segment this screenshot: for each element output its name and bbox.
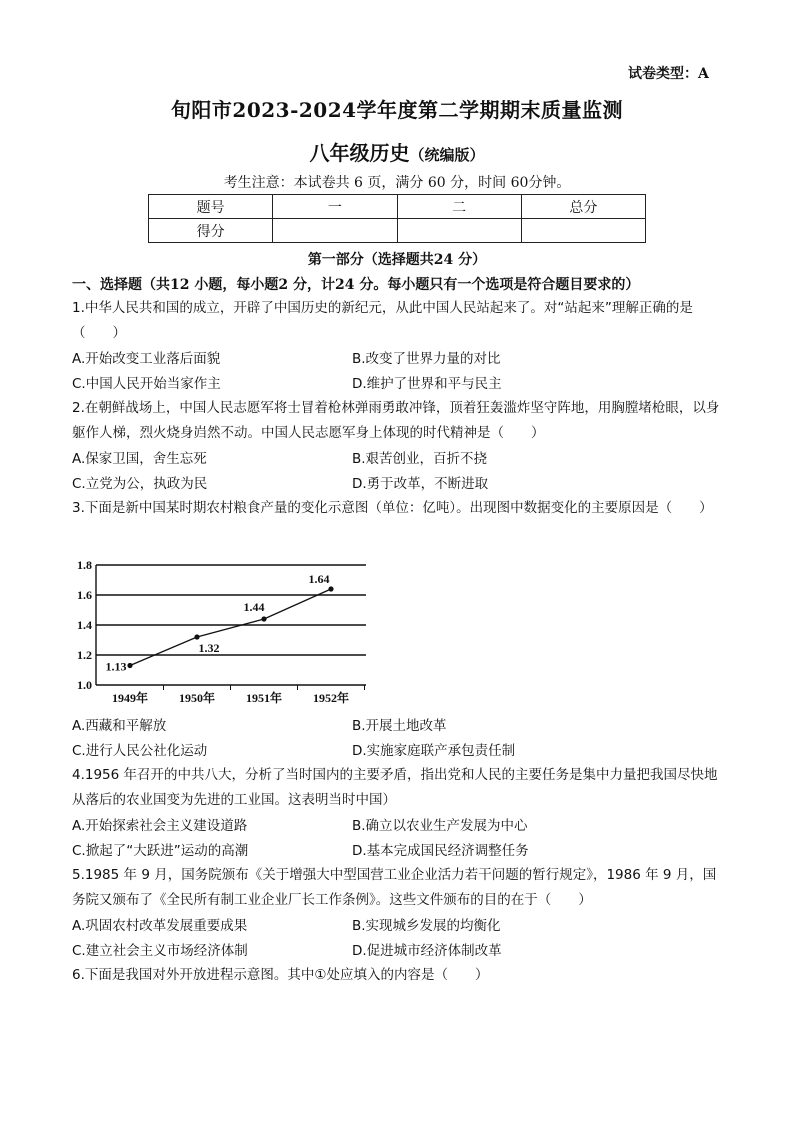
paper-type: 试卷类型：A <box>628 66 709 82</box>
question-1-stem: 1.中华人民共和国的成立，开辟了中国历史的新纪元，从此中国人民站起来了。对“站起来”理解正确的是（ ） <box>72 300 693 341</box>
question-4-option-d: D.基本完成国民经济调整任务 <box>352 843 529 859</box>
data-label: 1.32 <box>198 641 220 655</box>
question-3-option-c: C.进行人民公社化运动 <box>72 743 208 759</box>
score-cell <box>273 219 397 243</box>
question-5-option-c: C.建立社会主义市场经济体制 <box>72 943 248 959</box>
question-5-option-a: A.巩固农村改革发展重要成果 <box>72 918 248 934</box>
score-table-header: 二 <box>397 195 521 219</box>
data-point <box>261 616 266 621</box>
data-label: 1.64 <box>308 572 330 586</box>
data-label: 1.44 <box>243 600 265 614</box>
grain-output-chart <box>58 552 378 707</box>
chart-x-axis <box>112 685 365 705</box>
question-3-stem: 3.下面是新中国某时期农村粮食产量的变化示意图（单位：亿吨）。出现图中数据变化的主要原因是（ ） <box>72 500 713 516</box>
question-1-option-b: B.改变了世界力量的对比 <box>352 351 501 367</box>
x-tick-label: 1951年 <box>245 691 283 705</box>
chart-y-axis <box>77 558 92 692</box>
question-3-option-a: A.西藏和平解放 <box>72 718 167 734</box>
x-tick-label: 1952年 <box>312 691 350 705</box>
exam-notice: 考生注意：本试卷共 6 页，满分 60 分，时间 60分钟。 <box>223 175 571 191</box>
score-row-label: 得分 <box>149 219 273 243</box>
score-table-header: 题号 <box>149 195 273 219</box>
exam-title: 旬阳市2023-2024学年度第二学期期末质量监测 <box>170 98 624 122</box>
question-4-option-b: B.确立以农业生产发展为中心 <box>352 818 528 834</box>
question-2-option-c: C.立党为公，执政为民 <box>72 476 208 492</box>
question-1-option-d: D.维护了世界和平与民主 <box>352 376 502 392</box>
exam-subtitle <box>0 137 794 166</box>
data-point <box>127 663 132 668</box>
question-2-option-a: A.保家卫国，舍生忘死 <box>72 451 207 467</box>
data-label: 1.13 <box>105 659 127 674</box>
edition-label: （统编版） <box>409 146 485 164</box>
question-3-option-b: B.开展土地改革 <box>352 718 447 734</box>
x-tick-label: 1949年 <box>111 691 149 705</box>
score-cell <box>521 219 645 243</box>
score-cell <box>397 219 521 243</box>
data-point <box>194 634 199 639</box>
y-tick-label: 1.6 <box>77 588 92 602</box>
question-4-option-c: C.掀起了“大跃进”运动的高潮 <box>72 843 249 859</box>
question-5-option-b: B.实现城乡发展的均衡化 <box>352 918 501 934</box>
subject-title: 八年级历史 <box>309 141 410 165</box>
part-heading: 第一部分（选择题共24 分） <box>307 252 487 268</box>
y-tick-label: 1.0 <box>77 678 92 692</box>
question-3-option-d: D.实施家庭联产承包责任制 <box>352 743 516 759</box>
question-2-stem: 2.在朝鲜战场上，中国人民志愿军将士冒着枪林弹雨勇敢冲锋，顶着狂轰滥炸坚守阵地，用胸膛堵枪眼，以身躯作人梯，烈火烧身岿然不动。中国人民志愿军身上体现的时代精神是（ ） <box>72 400 720 441</box>
data-point <box>328 586 333 591</box>
question-2-option-d: D.勇于改革，不断进取 <box>352 476 489 492</box>
score-table-header-row <box>149 195 646 219</box>
chart-series <box>106 572 334 674</box>
x-tick-label: 1950年 <box>178 691 216 705</box>
score-table <box>148 194 646 243</box>
question-4-stem: 4.1956 年召开的中共八大，分析了当时国内的主要矛盾，指出党和人民的主要任务是集中力量把我国尽快地从落后的农业国变为先进的工业国。这表明当时中国） <box>72 767 718 808</box>
question-2-option-b: B.艰苦创业，百折不挠 <box>352 451 488 467</box>
question-5-stem: 5.1985 年 9 月，国务院颁布《关于增强大中型国营工业企业活力若干问题的暂行规定》，1986 年 9 月，国务院又颁布了《全民所有制工业企业厂长工作条例》。这些文件颁布的目的在于（ ） <box>72 867 717 908</box>
score-table-header: 总分 <box>521 195 645 219</box>
score-table-row <box>149 219 646 243</box>
question-1-option-a: A.开始改变工业落后面貌 <box>72 351 221 367</box>
section-heading: 一、选择题（共12 小题，每小题2 分，计24 分。每小题只有一个选项是符合题目要求的） <box>72 277 640 293</box>
score-table-header: 一 <box>273 195 397 219</box>
y-tick-label: 1.4 <box>77 618 92 632</box>
question-5-option-d: D.促进城市经济体制改革 <box>352 943 502 959</box>
y-tick-label: 1.2 <box>77 648 92 662</box>
question-4-option-a: A.开始探索社会主义建设道路 <box>72 818 248 834</box>
series-line <box>130 589 331 666</box>
question-6-stem: 6.下面是我国对外开放进程示意图。其中①处应填入的内容是（ ） <box>72 967 489 983</box>
y-tick-label: 1.8 <box>77 558 92 572</box>
question-1-option-c: C.中国人民开始当家作主 <box>72 376 221 392</box>
